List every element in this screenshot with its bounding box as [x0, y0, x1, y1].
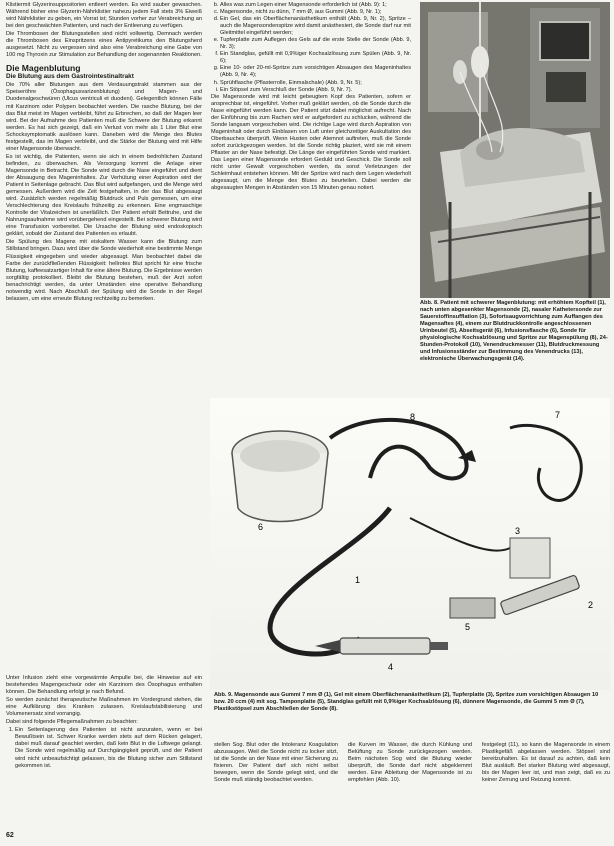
figure-label-2: 2 [588, 600, 594, 610]
text-column-left [6, 2, 202, 844]
bottom-text-columns [214, 742, 610, 844]
list-item: 1. Ein Seitenlagerung des Patienten ist nicht anzuraten, wenn er bei Bewußtsein ist. Schwer Kranke werden stets auf dem Rücken gelagert, dabei muß darauf geachtet werden, daß kein Blut in die Luftwege gelangt. Die Sonde wird regelmäßig auf Durchgängigkeit geprüft, und der Patient wird nicht unbeaufsichtigt gelassen, bis die Blutung sicher zum Stillstand gekommen ist. [15, 727, 202, 769]
bottom-column-1 [214, 742, 338, 844]
lower-section [6, 675, 202, 770]
figure-label-4: 4 [388, 662, 394, 672]
bottom-column-2 [348, 742, 472, 844]
figure-caption-top: Abb. 8. Patient mit schwerer Magenblutung: mit erhöhtem Kopfteil (1), nach unten abgesenkter Magensonde (2), nasaler Kathetersonde zur Sauerstoffinsufflation (3), Sofortsaugvorrichtung zum Auffangen des Magensaftes (4), einem zur Blutdruckkontrolle angeschlossenen Urinbeutel (5), Abseitsgerät (6), Infusionsflasche (6), Sonde für physiologische Kochsalzlösung und Spritze zur Magenspülung (8), 24-Stunden-Protokoll (10), Venendruckmesser (11), Blutdruckmessung und Infusionsständer zur Bestimmung des Venendrucks (13), elektronische Überwachungsgerät (14). [420, 300, 608, 363]
list-item: e. Tupferplatte zum Auflegen des Gels auf die erste Stelle der Sonde (Abb. 9, Nr. 3); [220, 37, 411, 51]
body-paragraph: die Kurven im Wasser, die durch Kühlung und Belüftung zu Sonde zurückgezogen werden. Beim nächsten Sog wird die Blutung wieder überprüft, die Sonde darf nicht abgeklemmt werden. Eine Ableitung der Magensonde ist zu empfehlen (Abb. 10). [348, 742, 472, 784]
intro-paragraph: Klistiermit Glyzerinsuppositorien entleert werden. Es wird sauber gewaschen. Während bisher eine Glyzerin-Nährklistier nahezu jedem Fall stets 3% Eiweiß wird Nährklistier zu geben, ein Vorrat ist; Stunden vorher zur Verabreichung an bei den geschwächten Patienten, und nach der Entleerung zu verfügen. [6, 2, 202, 30]
list-item: h. Sprühflasche (Pflasterrolle, Einmalschale) (Abb. 9, Nr. 5); [220, 80, 411, 87]
equipment-photo [210, 398, 610, 690]
body-paragraph: stellen Sog. Blut oder die Intoleranz Koagulation abzusaugen. Weil die Sonde nicht zu locker sitzt, ist die Sonde an der Nase mit einer Sicherung zu fixieren. Der Patient darf sich nicht selbst bewegen, wenn die Sonde gelegt wird, und die Sonde muß ständig beobachtet werden. [214, 742, 338, 784]
figure-label-5: 5 [465, 622, 471, 632]
bottom-column-3 [482, 742, 610, 844]
list-item: b. Alles was zum Legen einer Magensonde erforderlich ist (Abb. 9): 1; [220, 2, 411, 9]
figure-label-6: 6 [258, 522, 264, 532]
figure-label-7: 7 [555, 410, 561, 420]
body-paragraph: Dabei sind folgende Pflegemaßnahmen zu beachten: [6, 719, 138, 726]
list-item: i. Ein Stöpsel zum Verschluß der Sonde (Abb. 9, Nr. 7). [220, 87, 411, 94]
body-paragraph: Unter Infusion zieht eine vorgewärmte Ampulle bei, die Hinweise auf ein bestehendes Magengeschwür oder ein Karzinom des Ösophagus enthalten können. Die Behandlung erfolgt je nach Befund. [6, 675, 202, 696]
figure-label-3: 3 [515, 526, 521, 536]
section-heading: Die Magenblutung [6, 63, 81, 74]
body-paragraph: Es ist wichtig, die Patienten, wenn sie sich in einem bedrohlichen Zustand befinden, zu überwachen. Als Versorgung kommt die Anlage einer Magensonde in Betracht. Die Sonde wird durch die Nase eingeführt und dient der Absaugung des Mageninhaltes. Zur Verhütung einer Aspiration wird der Patient in Seitenlage gebracht. Das Blut wird aufgefangen, und die Menge wird gemessen. Außerdem wird die Zeit festgehalten, in der das Blut abgesaugt wird. Zusätzlich werden regelmäßig Blutdruck und Puls gemessen, um eine Verschlechterung des Kreislaufs frühzeitig zu erkennen. Eine engmaschige Kontrolle der Vitalzeichen ist unerläßlich. Der Patient erhält Bettruhe, und die Nahrungsaufnahme wird vorübergehend eingestellt. Bei schwerer Blutung wird eine Transfusion vorbereitet. Die Ursache der Blutung wird endoskopisch geklärt, sobald der Zustand des Patienten es erlaubt. [6, 153, 202, 238]
section-subheading: Die Blutung aus dem Gastrointestinaltrakt [6, 73, 134, 81]
list-item: f. Ein Standglas, gefüllt mit 0,9%iger Kochsalzlösung zum Spülen (Abb. 9, Nr. 6); [220, 51, 411, 65]
body-paragraph: Die Spülung des Magens mit eiskaltem Wasser kann die Blutung zum Stillstand bringen. Dazu wird über die Sonde wiederholt eine bestimmte Menge Flüssigkeit eingegeben und wieder abgesaugt. Man beobachtet dabei die Farbe der zurückfließenden Flüssigkeit: hellrotes Blut spricht für eine frische Blutung, kaffeesatzartiger Inhalt für eine ältere Blutung. Die Ergebnisse werden sorgfältig protokolliert. Bleibt die Blutung bestehen, muß der Arzt sofort benachrichtigt werden, da unter Umständen eine operative Behandlung notwendig wird. Nach Abschluß der Spülung wird die Sonde in der Regel belassen, um eine erneute Blutung rechtzeitig zu bemerken. [6, 239, 202, 302]
figure-caption-middle: Abb. 9. Magensonde aus Gummi 7 mm Ø (1), Gel mit einem Oberflächenanästhetikum (2), Tupferplatte (3), Spritze zum vorsichtigen Absaugen 10 bzw. 20 ccm (4) mit sog. Tamponplatte (5), Standglas gefüllt mit 0,9%iger Kochsalzlösung (6), dünnere Magensonde, die Gummi 5 mm Ø (7), Plastikstöpsel zum Abschließen der Sonde (8). [214, 692, 599, 713]
patient-bed-photo [420, 2, 610, 298]
list-item: g. Eine 10- oder 20-ml-Spritze zum vorsichtigen Absaugen des Mageninhaltes (Abb. 9, Nr. 4); [220, 65, 411, 79]
care-list [6, 727, 202, 769]
page-number: 62 [6, 832, 14, 839]
body-paragraph: Die Magensonde wird mit leicht gebeugtem Kopf des Patienten, sofern er ansprechbar ist, eingeführt. Vorher muß geklärt werden, ob die Sonde durch die Nase eingeführt werden kann. Der Patient sitzt dabei möglichst aufrecht. Nach der Einführung bis zum Rachen wird er aufgefordert zu schlucken, während die Sonde langsam vorgeschoben wird. Die richtige Lage wird durch Aspiration von Mageninhalt oder durch Einblasen von Luft unter gleichzeitiger Auskultation des Oberbauches überprüft. Wenn Husten oder Atemnot auftreten, muß die Sonde sofort zurückgezogen werden. Ist die Sonde richtig plaziert, wird sie mit einem Pflaster an der Nase befestigt. Die Länge der eingeführten Sonde wird markiert. Das Legen einer Magensonde erfordert Geduld und Geschick. Die Sonde soll nicht unter Gewalt vorgeschoben werden, da sonst Verletzungen der Schleimhaut entstehen können. Mit der Spritze wird nach dem Legen wiederholt abgesaugt, um die Menge des Blutes zu beurteilen. Dabei werden die abgesaugten Mengen in Abständen von 15 Minuten genau notiert. [211, 93, 411, 192]
figure-label-8: 8 [410, 412, 416, 422]
intro-paragraph-2: Die Thrombosen der Blutungsstellen sind nicht vollwertig. Demnach werden die Thrombosen des Einspritzens eines Antipyretikums den Blutungsherd ausgesetzt. Nicht zu vergessen sind also eine Verabreichung eine Gabe von 100 mg Thyroxin zur Stimulation zur Behandlung der sogenannten Reaktionen. [6, 31, 202, 59]
text-column-middle [211, 2, 411, 400]
body-paragraph: Die 70% aller Blutungen aus dem Verdauungstrakt stammen aus der Speiseröhre (Ösophagusvarizenblutung) und Magen- und Duodenalgeschwüren (Ulcus ventriculi et duodeni). Gelegentlich können Fälle mit Karzinom oder Polypen beobachtet werden. Die rasche Blutung, bei der das Blut meist im Magen verbleibt, führt zu Erbrechen, so daß der Magen leer wird. Bei der Aufnahme des Patienten muß die Schwere der Blutung erkannt werden. Es hat sich gezeigt, daß ein Verlust von mehr als 1 Liter Blut eine Schocksymptomatik auslösen kann. Daneben wird die Menge des Blutes festgestellt, das im Magen verbleibt, und die Stärke der Blutung wird mit Hilfe einer Magensonde überwacht. [6, 82, 202, 152]
body-paragraph: festgelegt (11), so kann die Magensonde in einem Plastikgefäß abgelassen werden. Stöpsel sind bereitzuhalten. Es ist darauf zu achten, daß kein Blut ausläuft. Bei starker Blutung wird abgesaugt, bis der Magen leer ist, und man zeigt, daß es zu keiner Zerrung und Reizung kommt. [482, 742, 610, 784]
list-item: c. Magensonde, nicht zu dünn, 7 mm Ø, aus Gummi (Abb. 9, Nr. 1); [220, 9, 411, 16]
figure-label-1: 1 [355, 575, 361, 585]
body-paragraph: So werden zunächst therapeutische Maßnahmen im Vordergrund stehen, die eine Aufklärung des Kranken zulassen. Kreislaufstabilisierung und Volumenersatz sind vorrangig. [6, 697, 202, 718]
equipment-list [211, 2, 411, 94]
equipment-illustration [210, 398, 610, 690]
patient-bed-illustration [420, 2, 610, 298]
list-item: d. Ein Gel, das ein Oberflächenanästhetikum enthält (Abb. 9, Nr. 2), Spritze – auch die Magensondenspitze wird damit anästhesiert, die Sonde darf nur mit Gleitmittel eingeführt werden; [220, 16, 411, 37]
